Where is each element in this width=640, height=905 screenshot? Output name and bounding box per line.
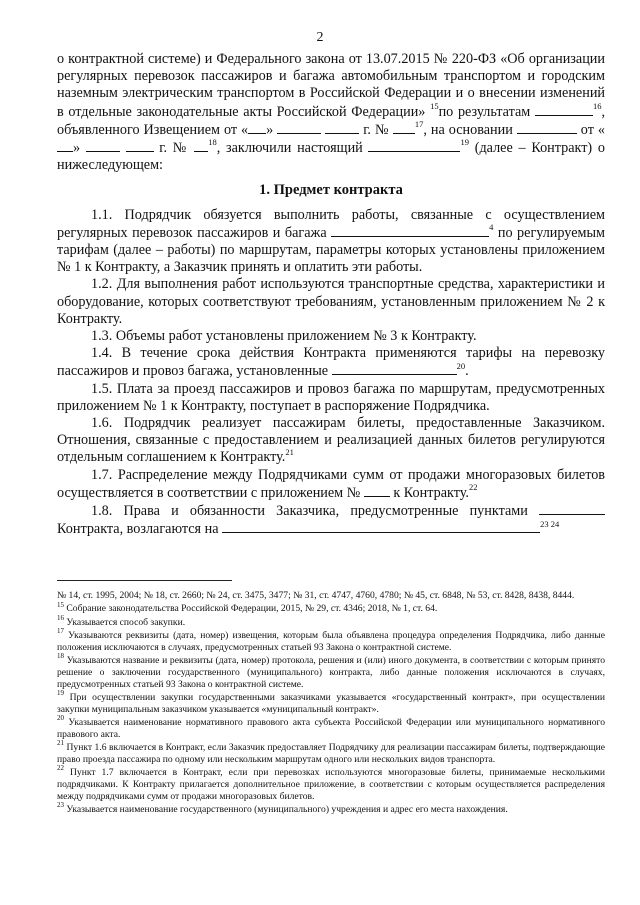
footnote-ref: 21 [285,446,294,457]
footnote-ref: 15 [430,100,439,111]
blank-field [364,484,390,497]
footnote-21: $^{21}$ Пункт 1.6 включается в Контракт, если Заказчик предоставляет Подрядчику для реализации пассажирам билеты, подтверждающие право проезда пассажира по одному или нескольким маршрутам одного или нескольких видов транспорта. [57,739,605,765]
footnote-19: $^{19}$ При осуществлении закупки государственными заказчиками указывается «государственный контракт», при осуществлении закупки муниципальным заказчиком указывается «муниципальный контракт». [57,689,605,715]
blank-field [332,362,457,375]
blank-field [194,139,208,152]
clause-1-8: 1.8. Права и обязанности Заказчика, предусмотренные пунктами Контракта, возлагаются на $^{23 24}$ [57,502,605,538]
clause-1-6: 1.6. Подрядчик реализует пассажирам билеты, предоставленные Заказчиком. Отношения, связанные с предоставлением и реализацией данных билетов регулируются отдельным соглашением к Контракту.$^{21}$ [57,415,605,466]
footnote-17: $^{17}$ Указываются реквизиты (дата, номер) извещения, которым была объявлена процедура определения Подрядчика, либо данные положения исключаются в случаях, предусмотренных статьей 93 Закона о контрактной системе. [57,627,605,653]
blank-field [248,121,266,134]
intro-paragraph: о контрактной системе) и Федерального закона от 13.07.2015 № 220-ФЗ «Об организации регулярных перевозок пассажиров и багажа автомобильным транспортом и городским наземным электрическим транспортом в Российской Федерации и о внесении изменений в отдельные законодательные акты Российской Федерации» $^{15}$по результатам $^{16}$, объявленного Извещением от « » г. № $^{17}$, на основании от «» г. № $^{18}$, заключили настоящий $^{19}$ (далее – Контракт) о нижеследующем: [57,51,605,174]
clause-1-3: 1.3. Объемы работ установлены приложением № 3 к Контракту. [91,328,477,345]
blank-field [222,520,540,533]
clause-1-2: 1.2. Для выполнения работ используются транспортные средства, характеристики и оборудование, которых соответствуют требованиям, установленным приложением № 2 к Контракту. [57,276,605,327]
footnote-16: $^{16}$ Указывается способ закупки. [57,613,186,628]
blank-field [535,103,593,116]
footnote-ref: 4 [489,222,494,233]
blank-field [57,139,73,152]
footnote-ref: 20 [456,360,466,371]
blank-field [277,121,321,134]
footnote-ref: 17 [414,119,424,130]
footnote-18: $^{18}$ Указываются название и реквизиты (дата, номер) протокола, решения и (или) иного документа, в соответствии с которым принято решение о заключении государственного (муниципального) контракта, либо данные положения исключаются в случаях, предусмотренных статьей 93 Закона о контрактной системе. [57,652,606,690]
section-title: 1. Предмет контракта [259,182,403,199]
footnote-20: $^{20}$ Указывается наименование нормативного правового акта субъекта Российской Федерации или муниципального нормативного правового акта. [57,714,606,740]
blank-field [126,139,154,152]
footnote-22: $^{22}$ Пункт 1.7 включается в Контракт, если при перевозках используются многоразовые билеты, принимаемые несколькими подрядчиками. К Контракту прилагается дополнительное приложение, в соответствии с которым осуществляется распределения между подрядчиками сумм от продажи многоразовых билетов. [57,764,605,802]
document-body [57,51,605,538]
blank-field [393,121,415,134]
clause-1-7: 1.7. Распределение между Подрядчиками сумм от продажи многоразовых билетов осуществляется в соответствии с приложением № к Контракту.$^{22}$ [57,466,605,501]
footnote-23: $^{23}$ Указывается наименование государственного (муниципального) учреждения и адрес его места нахождения. [57,801,508,816]
footnote-continued: № 14, ст. 1995, 2004; № 18, ст. 2660; № 24, ст. 3475, 3477; № 31, ст. 4747, 4760, 4780; № 45, ст. 6848, № 53, ст. 8428, 8438, 8444. [57,590,575,601]
clause-1-5: 1.5. Плата за проезд пассажиров и провоз багажа по маршрутам, предусмотренных приложением № 1 к Контракту, поступает в распоряжение Подрядчика. [57,380,605,414]
page-number: 2 [316,30,324,45]
clause-1-4: 1.4. В течение срока действия Контракта применяются тарифы на перевозку пассажиров и провоз багажа, установленные $^{20}$. [57,345,605,380]
footnote-ref: 18 [208,137,217,148]
blank-field [368,139,460,152]
footnote-ref: 23 24 [540,518,560,529]
blank-field [325,121,359,134]
footnote-ref: 22 [468,482,478,493]
blank-field [517,121,577,134]
blank-field [539,502,605,515]
footnotes [57,590,605,817]
footnote-ref: 19 [460,137,469,148]
clause-1-1: 1.1. Подрядчик обязуется выполнить работы, связанные с осуществлением регулярных перевозок пассажиров и багажа $^4$ по регулируемым тарифам (далее – работы) по маршрутам, параметры которых установлены приложением № 1 к Контракту, а Заказчик принять и оплатить эти работы. [57,206,606,276]
blank-field [86,139,120,152]
blank-field [331,224,489,237]
footnote-ref: 16 [592,100,602,111]
footnote-separator [57,580,232,581]
footnote-15: $^{15}$ Собрание законодательства Российской Федерации, 2015, № 29, ст. 4346; 2018, № 1, ст. 64. [57,600,438,615]
